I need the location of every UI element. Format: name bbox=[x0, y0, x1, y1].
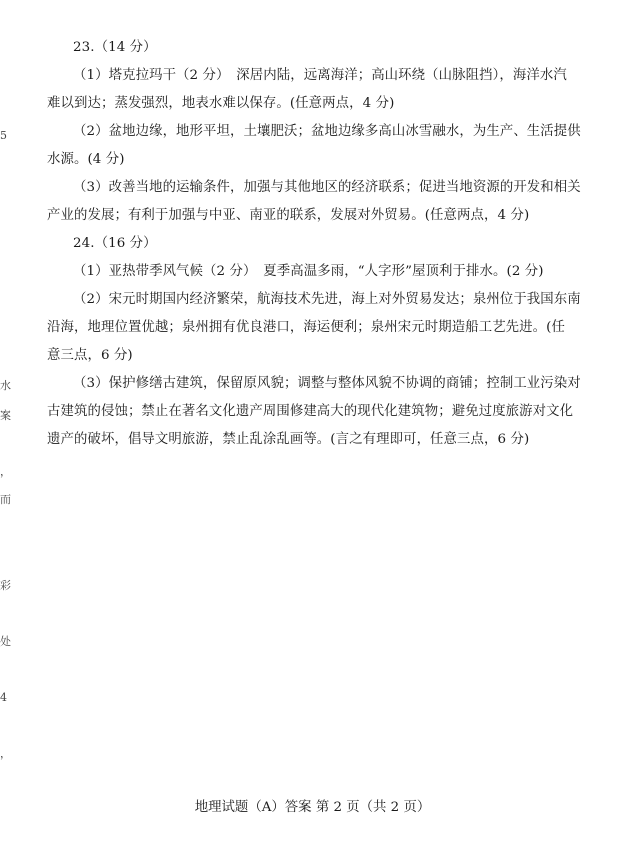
question-23-heading: 23.（14 分） bbox=[73, 40, 157, 55]
margin-fragment: ， bbox=[0, 465, 11, 478]
question-24-heading: 24.（16 分） bbox=[73, 236, 157, 251]
margin-fragment: 5 bbox=[0, 129, 7, 142]
margin-fragment: 案 bbox=[0, 409, 11, 422]
margin-fragment: 4 bbox=[0, 691, 7, 704]
q24-part3-line3: 遗产的破坏，倡导文明旅游，禁止乱涂乱画等。(言之有理即可，任意三点，6 分) bbox=[47, 432, 530, 447]
answer-content bbox=[47, 34, 603, 454]
page-footer: 地理试题（A）答案 第 2 页（共 2 页） bbox=[194, 800, 431, 815]
left-margin-fragments bbox=[0, 0, 10, 846]
q24-part3-line1: （3）保护修缮古建筑，保留原风貌；调整与整体风貌不协调的商铺；控制工业污染对 bbox=[73, 376, 581, 391]
margin-fragment: 彩 bbox=[0, 579, 11, 592]
q23-part2-line2: 水源。(4 分) bbox=[47, 152, 125, 167]
q23-part2-line1: （2）盆地边缘，地形平坦，土壤肥沃；盆地边缘多高山冰雪融水，为生产、生活提供 bbox=[73, 124, 581, 139]
q24-part3-line2: 古建筑的侵蚀；禁止在著名文化遗产周围修建高大的现代化建筑物；避免过度旅游对文化 bbox=[47, 404, 574, 419]
q24-part2-line3: 意三点，6 分) bbox=[47, 348, 133, 363]
q23-part3-line2: 产业的发展；有利于加强与中亚、南亚的联系，发展对外贸易。(任意两点，4 分) bbox=[47, 208, 530, 223]
margin-fragment: 水 bbox=[0, 379, 11, 392]
margin-fragment: 而 bbox=[0, 493, 11, 506]
q24-part2-line1: （2）宋元时期国内经济繁荣，航海技术先进，海上对外贸易发达；泉州位于我国东南 bbox=[73, 292, 581, 307]
margin-fragment: ， bbox=[0, 747, 11, 760]
q23-part1-line2: 难以到达；蒸发强烈，地表水难以保存。(任意两点，4 分) bbox=[47, 96, 395, 111]
margin-fragment: 处 bbox=[0, 635, 11, 648]
q23-part1-line1: （1）塔克拉玛干（2 分） 深居内陆，远离海洋；高山环绕（山脉阻挡），海洋水汽 bbox=[73, 68, 567, 83]
q23-part3-line1: （3）改善当地的运输条件，加强与其他地区的经济联系；促进当地资源的开发和相关 bbox=[73, 180, 581, 195]
q24-part2-line2: 沿海，地理位置优越；泉州拥有优良港口，海运便利；泉州宋元时期造船工艺先进。(任 bbox=[47, 320, 565, 335]
q24-part1-line1: （1）亚热带季风气候（2 分） 夏季高温多雨，“人字形”屋顶利于排水。(2 分) bbox=[73, 264, 544, 279]
